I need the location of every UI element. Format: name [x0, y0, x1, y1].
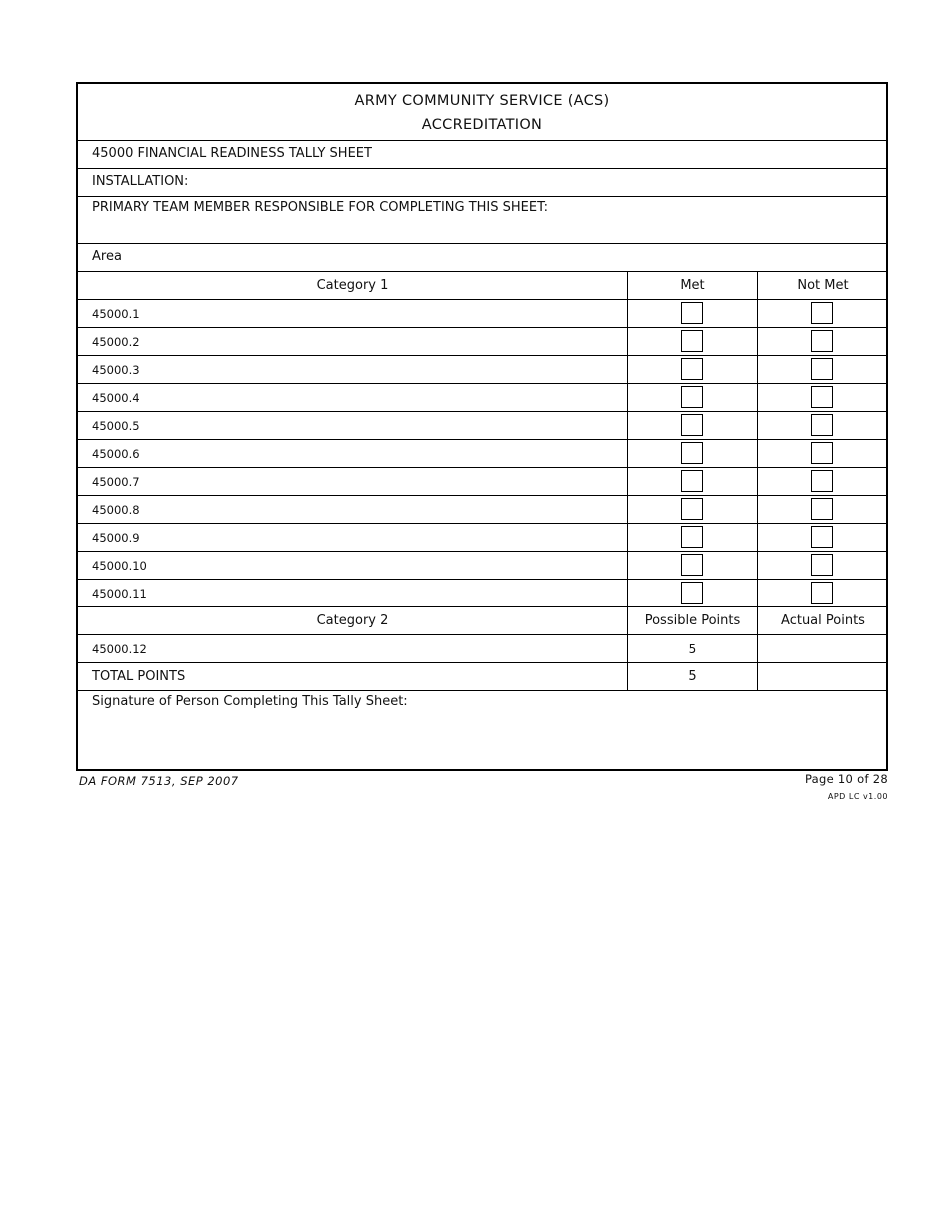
- item-number: 45000.10: [92, 558, 147, 573]
- not-met-cell: [757, 468, 888, 495]
- installation-label: INSTALLATION:: [92, 174, 189, 189]
- not-met-cell: [757, 384, 888, 411]
- met-cell: [627, 496, 757, 523]
- met-checkbox[interactable]: [681, 554, 703, 576]
- page-number: Page 10 of 28: [804, 772, 888, 786]
- not-met-cell: [757, 580, 888, 607]
- version-code: APD LC v1.00: [827, 792, 888, 801]
- not-met-cell: [757, 440, 888, 467]
- possible-points-header: Possible Points: [627, 607, 757, 634]
- not-met-cell: [757, 496, 888, 523]
- met-cell: [627, 552, 757, 579]
- tally-sheet-form: [76, 82, 888, 771]
- category1-item-row: [78, 495, 886, 523]
- form-header: [78, 84, 886, 140]
- form-title-line2: ACCREDITATION: [421, 117, 543, 133]
- not-met-cell: [757, 412, 888, 439]
- category1-item-row: [78, 383, 886, 411]
- met-cell: [627, 412, 757, 439]
- not-met-checkbox[interactable]: [811, 302, 833, 324]
- met-cell: [627, 580, 757, 607]
- item-number: 45000.4: [92, 390, 140, 405]
- met-checkbox[interactable]: [681, 302, 703, 324]
- not-met-checkbox[interactable]: [811, 582, 833, 604]
- total-actual-points-field[interactable]: [757, 663, 888, 690]
- installation-row[interactable]: [78, 168, 886, 196]
- actual-points-header: Actual Points: [757, 607, 888, 634]
- item-possible-points: 5: [627, 635, 757, 662]
- not-met-checkbox[interactable]: [811, 442, 833, 464]
- item-number: 45000.11: [92, 586, 147, 601]
- met-checkbox[interactable]: [681, 358, 703, 380]
- not-met-checkbox[interactable]: [811, 358, 833, 380]
- item-number: 45000.2: [92, 334, 140, 349]
- item-number: 45000.1: [92, 306, 140, 321]
- category2-item-row: [78, 634, 886, 662]
- not-met-cell: [757, 552, 888, 579]
- category1-item-row: [78, 355, 886, 383]
- not-met-cell: [757, 328, 888, 355]
- category1-item-row: [78, 439, 886, 467]
- category1-item-row: [78, 551, 886, 579]
- form-id: DA FORM 7513, SEP 2007: [79, 774, 239, 788]
- not-met-checkbox[interactable]: [811, 470, 833, 492]
- category1-item-row: [78, 327, 886, 355]
- total-points-label: TOTAL POINTS: [92, 669, 186, 684]
- not-met-checkbox[interactable]: [811, 386, 833, 408]
- primary-member-label: PRIMARY TEAM MEMBER RESPONSIBLE FOR COMPLETING THIS SHEET:: [92, 200, 549, 215]
- met-cell: [627, 524, 757, 551]
- signature-label: Signature of Person Completing This Tally Sheet:: [92, 694, 408, 709]
- not-met-cell: [757, 524, 888, 551]
- met-checkbox[interactable]: [681, 330, 703, 352]
- met-checkbox[interactable]: [681, 414, 703, 436]
- item-number: 45000.9: [92, 530, 140, 545]
- sheet-title: 45000 FINANCIAL READINESS TALLY SHEET: [92, 146, 372, 161]
- item-number: 45000.3: [92, 362, 140, 377]
- item-number: 45000.6: [92, 446, 140, 461]
- form-title-line1: ARMY COMMUNITY SERVICE (ACS): [354, 93, 610, 109]
- not-met-checkbox[interactable]: [811, 526, 833, 548]
- signature-row[interactable]: [78, 690, 886, 769]
- category2-label: Category 2: [316, 613, 389, 628]
- met-checkbox[interactable]: [681, 470, 703, 492]
- not-met-column-header: Not Met: [757, 272, 888, 299]
- met-checkbox[interactable]: [681, 442, 703, 464]
- item-number: 45000.5: [92, 418, 140, 433]
- met-cell: [627, 468, 757, 495]
- category1-item-row: [78, 523, 886, 551]
- met-column-header: Met: [627, 272, 757, 299]
- total-points-row: [78, 662, 886, 690]
- category1-item-row: [78, 579, 886, 607]
- category1-item-row: [78, 467, 886, 495]
- not-met-cell: [757, 356, 888, 383]
- category2-header-row: [78, 606, 886, 634]
- met-cell: [627, 356, 757, 383]
- category1-item-row: [78, 299, 886, 327]
- item-actual-points-field[interactable]: [757, 635, 888, 662]
- category1-label: Category 1: [316, 278, 389, 293]
- met-checkbox[interactable]: [681, 582, 703, 604]
- not-met-checkbox[interactable]: [811, 554, 833, 576]
- met-checkbox[interactable]: [681, 386, 703, 408]
- not-met-checkbox[interactable]: [811, 414, 833, 436]
- met-cell: [627, 440, 757, 467]
- not-met-checkbox[interactable]: [811, 330, 833, 352]
- met-cell: [627, 384, 757, 411]
- met-cell: [627, 300, 757, 327]
- met-checkbox[interactable]: [681, 498, 703, 520]
- item-number: 45000.12: [92, 641, 147, 656]
- area-label: Area: [92, 249, 122, 264]
- primary-member-row[interactable]: [78, 196, 886, 243]
- item-number: 45000.8: [92, 502, 140, 517]
- item-number: 45000.7: [92, 474, 140, 489]
- met-checkbox[interactable]: [681, 526, 703, 548]
- not-met-checkbox[interactable]: [811, 498, 833, 520]
- category1-header-row: [78, 271, 886, 299]
- total-possible-points: 5: [627, 663, 757, 690]
- sheet-title-row: [78, 140, 886, 168]
- met-cell: [627, 328, 757, 355]
- not-met-cell: [757, 300, 888, 327]
- category1-item-row: [78, 411, 886, 439]
- area-row: [78, 243, 886, 271]
